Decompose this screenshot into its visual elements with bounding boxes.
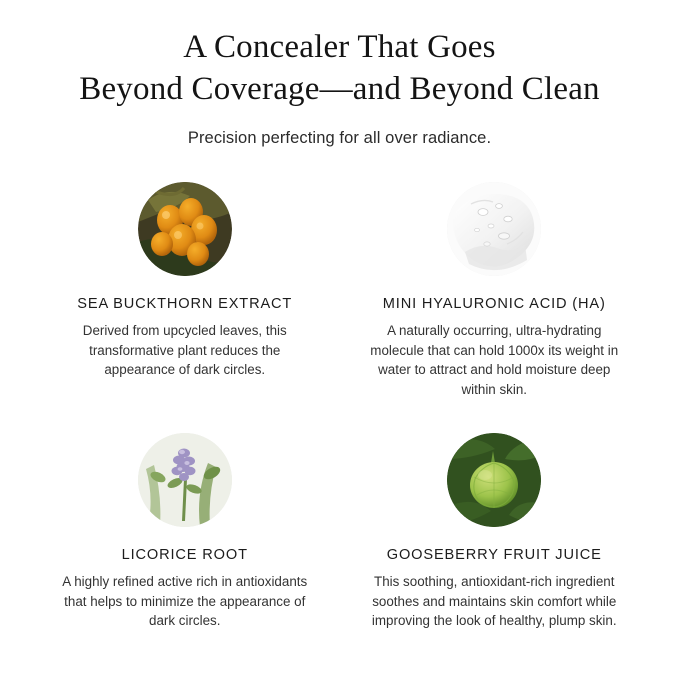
- headline-line-1: A Concealer That Goes: [183, 29, 496, 65]
- ingredient-grid: [30, 182, 649, 630]
- ingredient-card: [340, 182, 650, 399]
- ingredient-name: SEA BUCKTHORN EXTRACT: [77, 296, 293, 313]
- ingredient-name: LICORICE ROOT: [121, 547, 248, 564]
- subheadline: Precision perfecting for all over radiance.: [187, 129, 492, 148]
- ingredient-card: [30, 182, 340, 399]
- ingredient-description: Derived from upcycled leaves, this transformative plant reduces the appearance of dark circles.: [82, 323, 287, 378]
- page-title: [79, 26, 600, 110]
- ingredient-description: A naturally occurring, ultra-hydrating molecule that can hold 1000x its weight in water to attract and hold moisture deep within skin.: [370, 323, 619, 397]
- licorice-root-flower-photo: [138, 433, 232, 527]
- headline-line-2: Beyond Coverage—and Beyond Clean: [79, 71, 600, 108]
- sea-buckthorn-berries-photo: [138, 182, 232, 276]
- ingredient-card: [30, 433, 340, 630]
- gooseberry-fruit-photo: [447, 433, 541, 527]
- hyaluronic-acid-gel-swatch-photo: [447, 182, 541, 276]
- ingredient-name: GOOSEBERRY FRUIT JUICE: [386, 547, 602, 564]
- ingredient-card: [340, 433, 650, 630]
- ingredient-name: MINI HYALURONIC ACID (HA): [382, 296, 606, 313]
- ingredient-description: A highly refined active rich in antioxidants that helps to minimize the appearance of dark circles.: [62, 574, 308, 629]
- ingredient-description: This soothing, antioxidant-rich ingredient soothes and maintains skin comfort while improving the look of healthy, plump skin.: [371, 574, 617, 629]
